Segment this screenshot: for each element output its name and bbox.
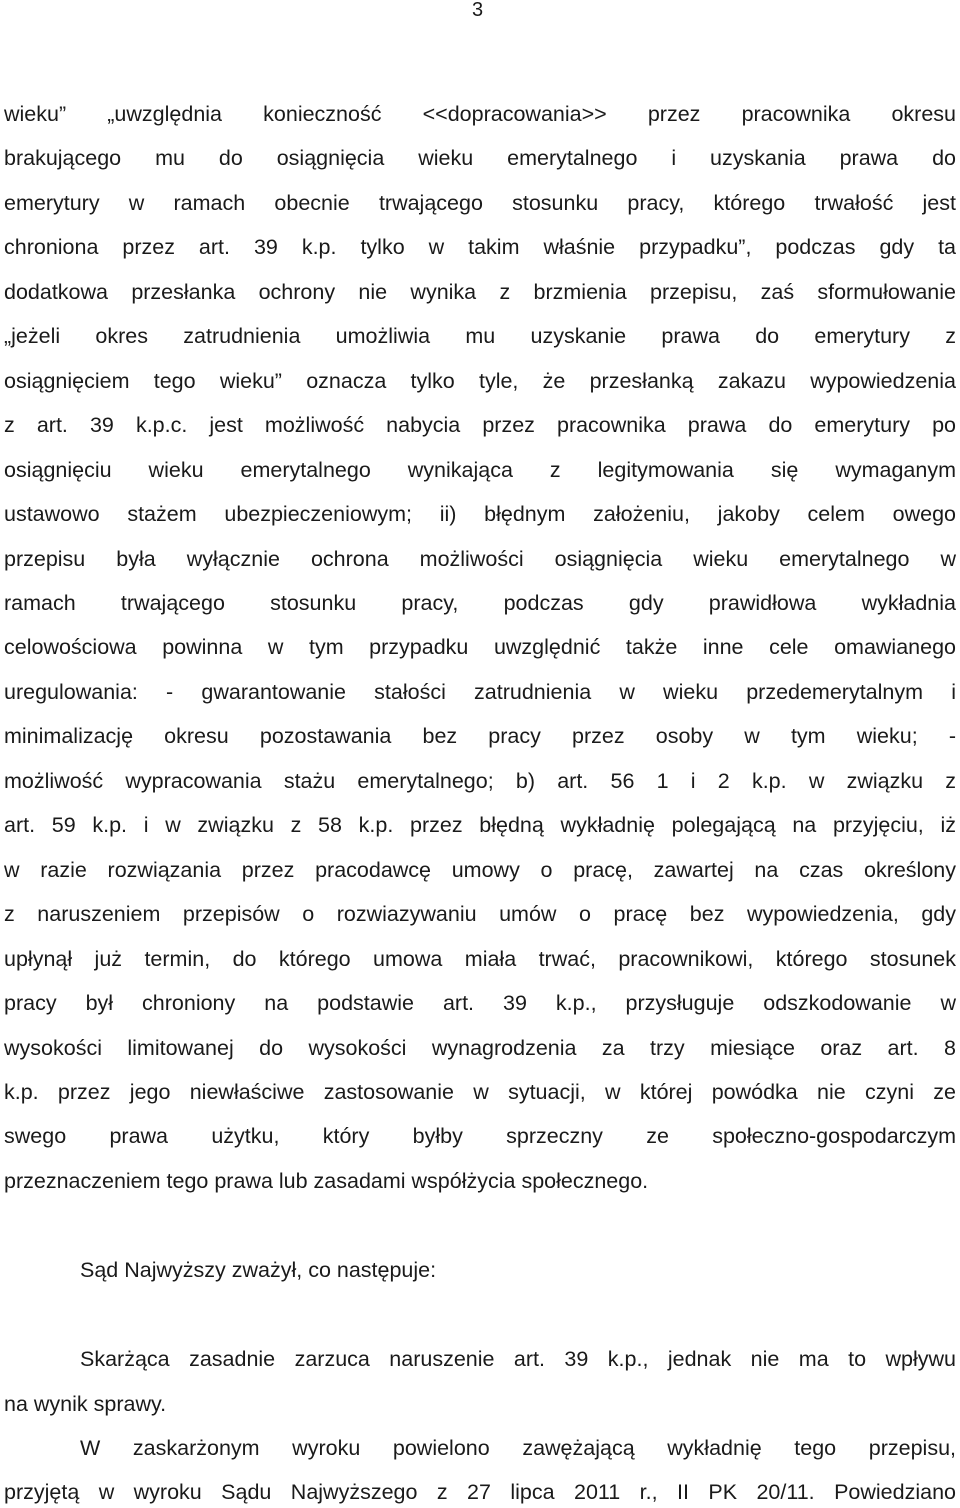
paragraph-line: przeznaczeniem tego prawa lub zasadami współżycia społecznego. xyxy=(4,1168,649,1193)
paragraph-line: swego prawa użytku, który byłby sprzeczny ze społeczno-gospodarczym xyxy=(4,1124,956,1149)
paragraph-line: ramach trwającego stosunku pracy, podczas gdy prawidłowa wykładnia xyxy=(4,591,956,615)
paragraph-line: pracy był chroniony na podstawie art. 39 k.p., przysługuje odszkodowanie w xyxy=(4,991,956,1015)
paragraph-line: celowościowa powinna w tym przypadku uwzględnić także inne cele omawianego xyxy=(4,635,956,660)
paragraph-line: brakującego mu do osiągnięcia wieku emerytalnego i uzyskania prawa do xyxy=(4,146,956,171)
section-heading: Sąd Najwyższy zważył, co następuje: xyxy=(80,1258,437,1282)
paragraph-line: w razie rozwiązania przez pracodawcę umowy o pracę, zawartej na czas określony xyxy=(4,857,956,882)
paragraph-line: uregulowania: - gwarantowanie stałości zatrudnienia w wieku przedemerytalnym i xyxy=(4,679,956,704)
paragraph-line: osiągnięciem tego wieku” oznacza tylko tyle, że przesłanką zakazu wypowiedzenia xyxy=(4,368,956,393)
paragraph-line: wysokości limitowanej do wysokości wynagrodzenia za trzy miesiące oraz art. 8 xyxy=(4,1035,956,1060)
paragraph-line: ustawowo stażem ubezpieczeniowym; ii) błędnym założeniu, jakoby celem owego xyxy=(4,502,956,527)
paragraph-line: k.p. przez jego niewłaściwe zastosowanie w sytuacji, w której powódka nie czyni ze xyxy=(4,1079,956,1104)
paragraph-line: wieku” „uwzględnia konieczność <<dopracowania>> przez pracownika okresu xyxy=(4,102,956,126)
paragraph-line: „jeżeli okres zatrudnienia umożliwia mu uzyskanie prawa do emerytury z xyxy=(4,324,956,349)
page-number: 3 xyxy=(472,0,484,21)
paragraph-line: minimalizację okresu pozostawania bez pracy przez osoby w tym wieku; - xyxy=(4,724,956,749)
paragraph-line: na wynik sprawy. xyxy=(4,1392,167,1416)
paragraph-line: Skarżąca zasadnie zarzuca naruszenie art. 39 k.p., jednak nie ma to wpływu xyxy=(80,1347,956,1371)
paragraph-line: możliwość wypracowania stażu emerytalnego; b) art. 56 1 i 2 k.p. w związku z xyxy=(4,768,956,793)
paragraph-line: przyjętą w wyroku Sądu Najwyższego z 27 lipca 2011 r., II PK 20/11. Powiedziano xyxy=(4,1480,956,1504)
paragraph-line: emerytury w ramach obecnie trwającego stosunku pracy, którego trwałość jest xyxy=(4,190,956,215)
paragraph-line: przepisu była wyłącznie ochrona możliwości osiągnięcia wieku emerytalnego w xyxy=(4,546,956,571)
paragraph-line: z art. 39 k.p.c. jest możliwość nabycia przez pracownika prawa do emerytury po xyxy=(4,413,956,438)
paragraph-line: W zaskarżonym wyroku powielono zawężającą wykładnię tego przepisu, xyxy=(80,1436,956,1460)
paragraph-line: upłynął już termin, do którego umowa miała trwać, pracownikowi, którego stosunek xyxy=(4,946,956,971)
paragraph-line: z naruszeniem przepisów o rozwiazywaniu umów o pracę bez wypowiedzenia, gdy xyxy=(4,902,956,927)
paragraph-line: dodatkowa przesłanka ochrony nie wynika z brzmienia przepisu, zaś sformułowanie xyxy=(4,279,956,304)
paragraph-line: art. 59 k.p. i w związku z 58 k.p. przez błędną wykładnię polegającą na przyjęciu, iż xyxy=(4,813,956,838)
paragraph-line: chroniona przez art. 39 k.p. tylko w takim właśnie przypadku”, podczas gdy ta xyxy=(4,235,956,260)
paragraph-line: osiągnięciu wieku emerytalnego wynikająca z legitymowania się wymaganym xyxy=(4,457,956,482)
